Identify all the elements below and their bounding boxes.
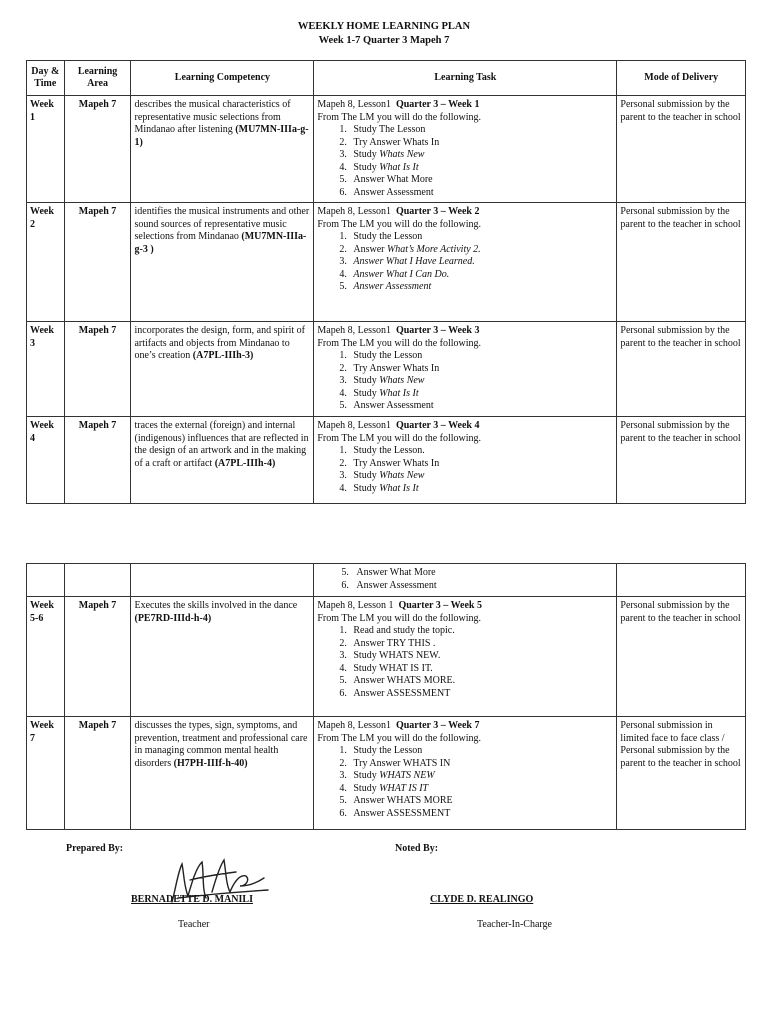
- empty-cell: [64, 564, 131, 597]
- area-cell: Mapeh 7: [64, 322, 131, 417]
- task-heading: Mapeh 8, Lesson1 Quarter 3 – Week 4: [317, 420, 480, 431]
- day-cell: Week 1: [27, 96, 65, 203]
- competency-text: describes the musical characteristics of representative music selections from Mindanao after listening: [134, 99, 291, 135]
- task-item: 5. Answer Assessment: [349, 281, 613, 294]
- task-item: 4. Study What Is It: [349, 162, 613, 175]
- competency-text: traces the external (foreign) and internal (indigenous) influences that are reflected in the design of an artwork and in the making of a craft or artifact: [134, 420, 309, 469]
- task-item: 1. Read and study the topic.: [349, 625, 613, 638]
- competency-cell: [131, 322, 314, 417]
- competency-code: (MU7MN-IIIa-g-3 ): [134, 231, 307, 255]
- task-list: [317, 350, 613, 413]
- task-item: 6. Answer Assessment: [349, 187, 613, 200]
- empty-cell: [27, 564, 65, 597]
- noter-name: CLYDE D. REALINGO: [430, 894, 534, 905]
- task-item: 2. Try Answer Whats In: [349, 137, 613, 150]
- day-cell: Week 3: [27, 322, 65, 417]
- table-row: [27, 417, 746, 504]
- competency-text: Executes the skills involved in the dance: [134, 600, 298, 611]
- day-cell: Week 4: [27, 417, 65, 504]
- area-cell: Mapeh 7: [64, 597, 131, 717]
- task-item: 3. Study Whats New: [349, 470, 613, 483]
- day-cell: Week 5-6: [27, 597, 65, 717]
- delivery-cell: Personal submission in limited face to face class / Personal submission by the parent to the teacher in school: [617, 717, 746, 830]
- competency-code: (A7PL-IIIh-3): [192, 350, 254, 361]
- competency-code: (MU7MN-IIIa-g-1): [134, 124, 309, 148]
- task-item: 5. Answer What More: [349, 174, 613, 187]
- task-cell: [314, 417, 617, 504]
- task-list: [317, 625, 613, 700]
- task-list: [317, 745, 613, 820]
- day-cell: Week 7: [27, 717, 65, 830]
- task-item: 5. Answer Assessment: [349, 400, 613, 413]
- task-item: 2. Try Answer WHATS IN: [349, 758, 613, 771]
- task-heading: Mapeh 8, Lesson1 Quarter 3 – Week 7: [317, 720, 480, 731]
- task-cell: [314, 203, 617, 322]
- task-item: 2. Answer TRY THIS .: [349, 638, 613, 651]
- competency-cell: [131, 203, 314, 322]
- delivery-cell: Personal submission by the parent to the teacher in school: [617, 96, 746, 203]
- competency-text: discusses the types, sign, symptoms, and prevention, treatment and professional care in managing common mental health disorders: [134, 720, 308, 769]
- delivery-cell: Personal submission by the parent to the teacher in school: [617, 597, 746, 717]
- task-list: [317, 231, 613, 294]
- table-row: [27, 96, 746, 203]
- task-heading: Mapeh 8, Lesson1 Quarter 3 – Week 2: [317, 206, 480, 217]
- task-list: [317, 445, 613, 495]
- task-quarter: Quarter 3 – Week 3: [395, 325, 480, 336]
- task-quarter: Quarter 3 – Week 7: [395, 720, 480, 731]
- column-header-task: Learning Task: [314, 61, 617, 96]
- task-list-continued: [317, 567, 613, 592]
- plan-subtitle: Week 1-7 Quarter 3 Mapeh 7: [318, 35, 450, 46]
- task-item: 4. Answer What I Can Do.: [349, 269, 613, 282]
- task-cell: [314, 322, 617, 417]
- task-item: 3. Study WHATS NEW: [349, 770, 613, 783]
- task-item: 1. Study the Lesson: [349, 745, 613, 758]
- task-item: 3. Study WHATS NEW.: [349, 650, 613, 663]
- task-item: 6. Answer ASSESSMENT: [349, 688, 613, 701]
- empty-cell: [131, 564, 314, 597]
- task-item: 1. Study the Lesson.: [349, 445, 613, 458]
- task-item: 4. Study WHAT IS IT.: [349, 663, 613, 676]
- day-cell: Week 2: [27, 203, 65, 322]
- learning-plan-table-continued: [26, 563, 746, 830]
- task-item: 2. Try Answer Whats In: [349, 458, 613, 471]
- table-header-row: [27, 61, 746, 96]
- task-item: 1. Study the Lesson: [349, 231, 613, 244]
- column-header-day: Day & Time: [27, 61, 65, 96]
- task-item: 6. Answer ASSESSMENT: [349, 808, 613, 821]
- competency-code: (A7PL-IIIh-4): [214, 457, 276, 469]
- delivery-cell: Personal submission by the parent to the teacher in school: [617, 203, 746, 322]
- plan-title: WEEKLY HOME LEARNING PLAN: [297, 21, 471, 32]
- task-item: 3. Study Whats New: [349, 149, 613, 162]
- task-cell: [314, 564, 617, 597]
- table-row: [27, 717, 746, 830]
- task-lead: From The LM you will do the following.: [317, 732, 482, 744]
- column-header-area: Learning Area: [64, 61, 131, 96]
- task-item: 6. Answer Assessment: [341, 579, 437, 591]
- competency-code: (PE7RD-IIId-h-4): [134, 612, 212, 624]
- table-row: [27, 597, 746, 717]
- noted-by-label: Noted By:: [395, 843, 439, 854]
- task-lead: From The LM you will do the following.: [317, 337, 482, 349]
- competency-cell: [131, 717, 314, 830]
- task-heading: Mapeh 8, Lesson1 Quarter 3 – Week 3: [317, 325, 480, 336]
- task-item: 1. Study the Lesson: [349, 350, 613, 363]
- preparer-name: BERNADETTE D. MANILI: [131, 894, 253, 905]
- task-item: 4. Study WHAT IS IT: [349, 783, 613, 796]
- task-item: 5. Answer WHATS MORE: [349, 795, 613, 808]
- task-quarter: Quarter 3 – Week 2: [395, 206, 480, 217]
- area-cell: Mapeh 7: [64, 203, 131, 322]
- task-heading: Mapeh 8, Lesson 1 Quarter 3 – Week 5: [317, 600, 482, 611]
- area-cell: Mapeh 7: [64, 96, 131, 203]
- task-item: 3. Answer What I Have Learned.: [349, 256, 613, 269]
- area-cell: Mapeh 7: [64, 717, 131, 830]
- competency-text: identifies the musical instruments and other sound sources of representative music selections from Mindanao: [134, 206, 310, 242]
- preparer-role: Teacher: [178, 919, 210, 930]
- column-header-delivery: Mode of Delivery: [617, 61, 746, 96]
- task-quarter: Quarter 3 – Week 5: [398, 600, 482, 611]
- task-item: 4. Study What Is It: [349, 483, 613, 496]
- column-header-competency: Learning Competency: [131, 61, 314, 96]
- competency-text: incorporates the design, form, and spirit of artifacts and objects from Mindanao to one’s creation: [134, 325, 305, 361]
- delivery-cell: Personal submission by the parent to the teacher in school: [617, 417, 746, 504]
- task-list: [317, 124, 613, 199]
- empty-cell: [617, 564, 746, 597]
- task-lead: From The LM you will do the following.: [317, 218, 482, 230]
- noter-role: Teacher-In-Charge: [477, 919, 552, 930]
- task-cell: [314, 717, 617, 830]
- task-item: 2. Try Answer Whats In: [349, 363, 613, 376]
- competency-cell: [131, 417, 314, 504]
- task-quarter: Quarter 3 – Week 4: [395, 420, 480, 431]
- task-item: 2. Answer What’s More Activity 2.: [349, 244, 613, 257]
- task-lead: From The LM you will do the following.: [317, 111, 482, 123]
- delivery-cell: Personal submission by the parent to the teacher in school: [617, 322, 746, 417]
- task-item: 5. Answer WHATS MORE.: [349, 675, 613, 688]
- task-heading: Mapeh 8, Lesson1 Quarter 3 – Week 1: [317, 99, 480, 110]
- task-cell: [314, 597, 617, 717]
- table-row: [27, 322, 746, 417]
- task-item: 5. Answer What More: [341, 567, 436, 578]
- task-item: 1. Study The Lesson: [349, 124, 613, 137]
- task-quarter: Quarter 3 – Week 1: [395, 99, 480, 110]
- table-row-continuation: [27, 564, 746, 597]
- competency-code: (H7PH-IIIf-h-40): [173, 757, 248, 769]
- task-item: 3. Study Whats New: [349, 375, 613, 388]
- learning-plan-table: [26, 60, 746, 504]
- task-lead: From The LM you will do the following.: [317, 612, 482, 624]
- task-item: 4. Study What Is It: [349, 388, 613, 401]
- task-cell: [314, 96, 617, 203]
- table-row: [27, 203, 746, 322]
- competency-cell: [131, 96, 314, 203]
- area-cell: Mapeh 7: [64, 417, 131, 504]
- prepared-by-label: Prepared By:: [66, 843, 124, 854]
- task-lead: From The LM you will do the following.: [317, 432, 482, 444]
- competency-cell: [131, 597, 314, 717]
